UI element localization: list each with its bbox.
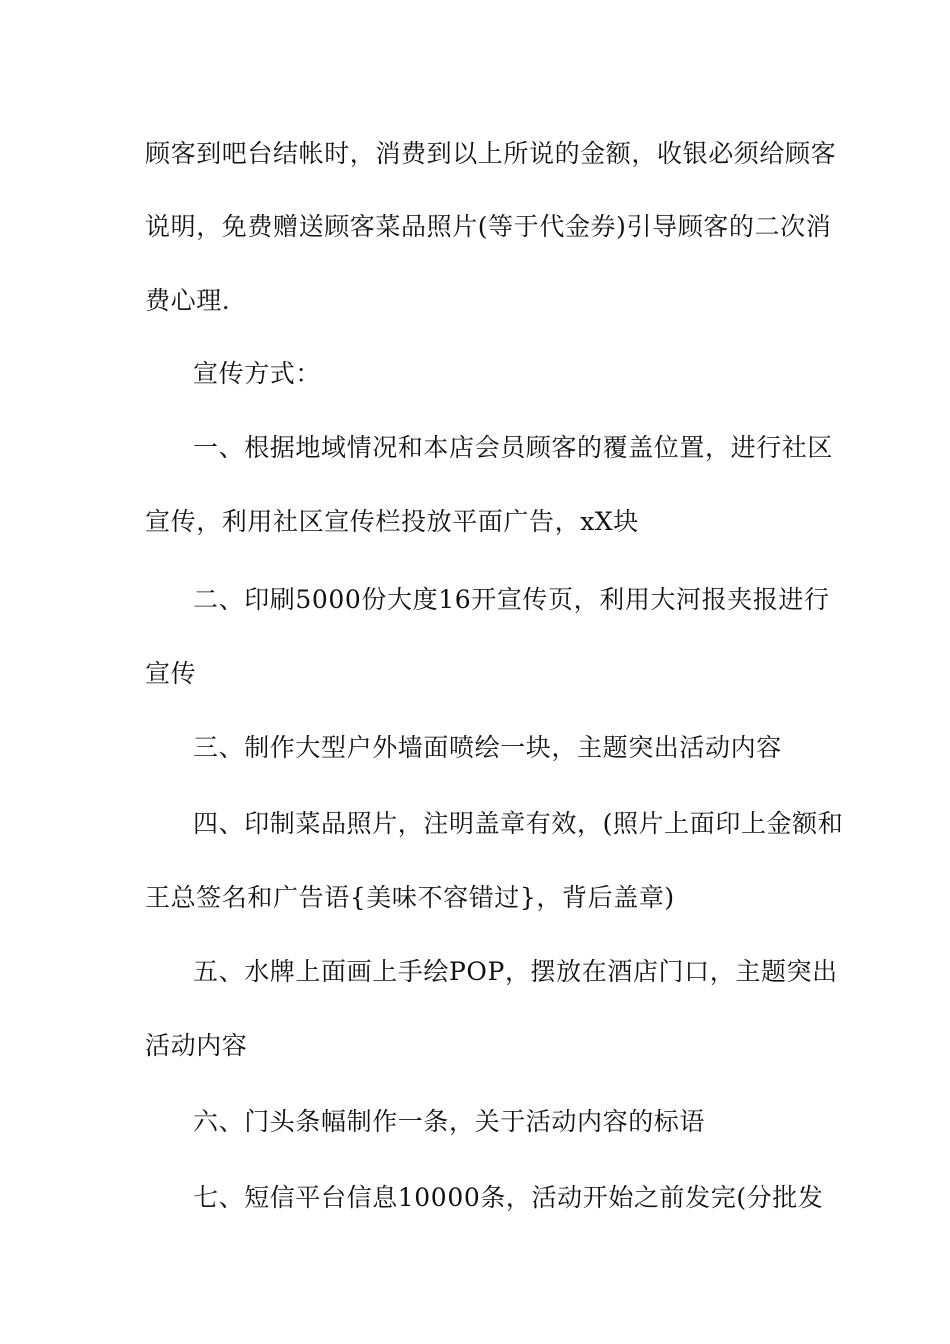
- text-line-3: 费心理.: [145, 286, 231, 315]
- list-item-1: 一、根据地域情况和本店会员顾客的覆盖位置，进行社区: [193, 433, 834, 462]
- section-heading-publicity: 宣传方式：: [193, 359, 322, 388]
- list-item-4: 四、印制菜品照片，注明盖章有效，(照片上面印上金额和: [193, 809, 844, 838]
- list-item-5-continued: 活动内容: [145, 1031, 248, 1060]
- list-item-7: 七、短信平台信息10000条，活动开始之前发完(分批发: [193, 1183, 824, 1212]
- list-item-3: 三、制作大型户外墙面喷绘一块，主题突出活动内容: [193, 733, 782, 762]
- text-line-2: 说明，免费赠送顾客菜品照片(等于代金券)引导顾客的二次消: [145, 212, 832, 241]
- list-item-2-continued: 宣传: [145, 659, 197, 688]
- list-item-2: 二、印刷5000份大度16开宣传页，利用大河报夹报进行: [193, 585, 830, 614]
- list-item-6: 六、门头条幅制作一条，关于活动内容的标语: [193, 1107, 706, 1136]
- list-item-4-continued: 王总签名和广告语{美味不容错过}，背后盖章): [145, 883, 675, 912]
- list-item-1-continued: 宣传，利用社区宣传栏投放平面广告，xX块: [145, 507, 639, 536]
- list-item-5: 五、水牌上面画上手绘POP，摆放在酒店门口，主题突出: [193, 957, 838, 986]
- text-line-1: 顾客到吧台结帐时，消费到以上所说的金额，收银必须给顾客: [145, 139, 837, 168]
